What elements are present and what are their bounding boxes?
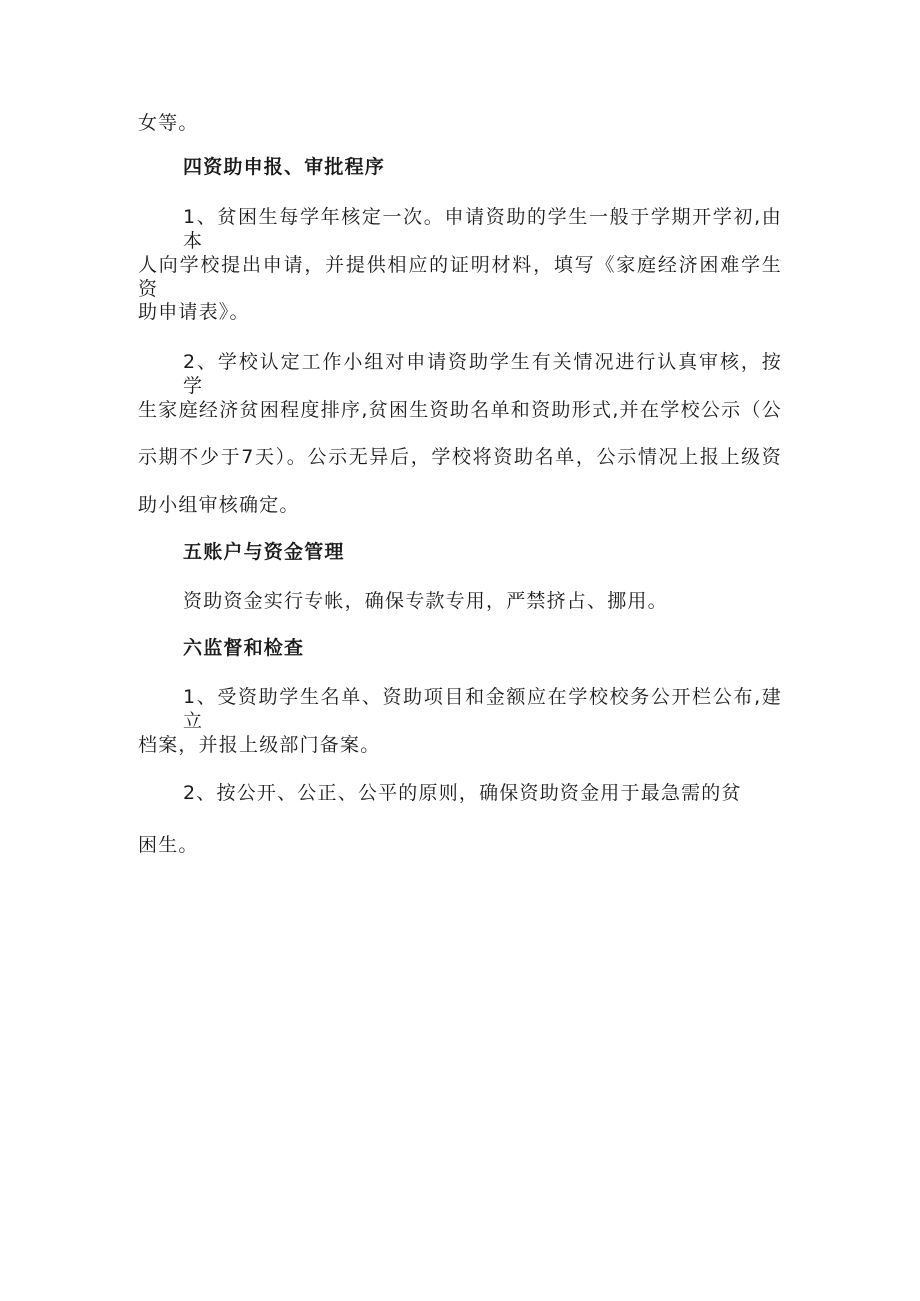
- paragraph-line: 人向学校提出申请，并提供相应的证明材料，填写《家庭经济困难学生资: [138, 254, 782, 300]
- paragraph-line: 示期不少于7天）。公示无异后，学校将资助名单，公示情况上报上级资: [138, 446, 782, 468]
- paragraph-line: 助小组审核确定。: [138, 494, 300, 516]
- paragraph-line: 2、按公开、公正、公平的原则，确保资助资金用于最急需的贫: [183, 782, 742, 804]
- paragraph-line: 助申请表》。: [138, 301, 250, 323]
- paragraph-line: 2、学校认定工作小组对申请资助学生有关情况进行认真审核，按学: [183, 351, 782, 397]
- paragraph-line: 1、贫困生每学年核定一次。申请资助的学生一般于学期开学初,由本: [183, 206, 782, 252]
- paragraph-line: 困生。: [138, 834, 199, 856]
- paragraph-line: 档案，并报上级部门备案。: [138, 734, 381, 756]
- section-heading-funds: 五账户与资金管理: [183, 541, 345, 563]
- paragraph-line: 1、受资助学生名单、资助项目和金额应在学校校务公开栏公布,建立: [183, 686, 782, 732]
- paragraph-line: 资助资金实行专帐，确保专款专用，严禁挤占、挪用。: [183, 590, 668, 612]
- paragraph-continuation: 女等。: [138, 112, 199, 134]
- section-heading-application: 四资助申报、审批程序: [183, 156, 386, 178]
- section-heading-supervision: 六监督和检查: [183, 637, 305, 659]
- paragraph-line: 生家庭经济贫困程度排序,贫困生资助名单和资助形式,并在学校公示（公: [138, 399, 782, 421]
